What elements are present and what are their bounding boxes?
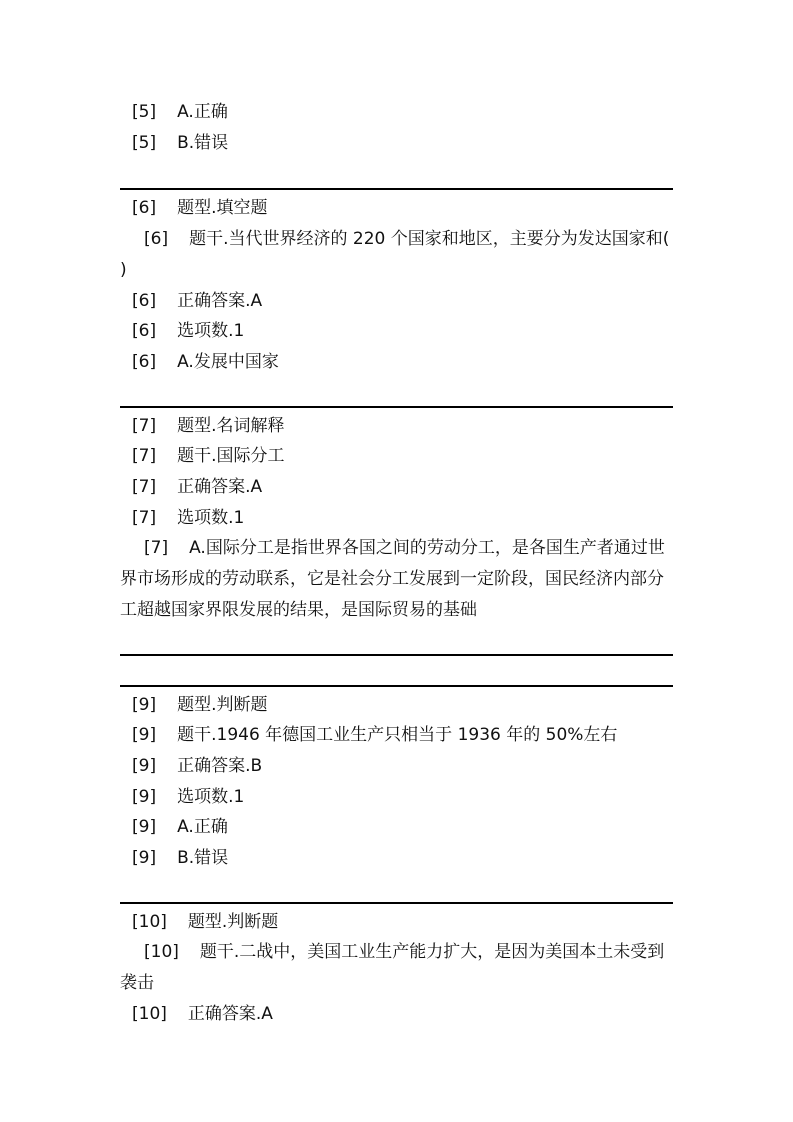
line-text: 题型.名词解释: [177, 415, 285, 436]
line-text: 题型.判断题: [177, 694, 268, 715]
option-line: [120, 533, 673, 625]
option-line: [120, 812, 673, 843]
line-text: 正确答案.A: [177, 477, 263, 498]
question-block-10: [120, 907, 673, 1030]
line-text: A.正确: [177, 102, 228, 122]
question-number: [10]: [144, 942, 179, 963]
question-block-9: [120, 690, 673, 874]
line-text: A.国际分工是指世界各国之间的劳动分工，是各国生产者通过世界市场形成的劳动联系，它是社会分工发展到一定阶段，国民经济内部分工超越国家界限发展的结果，是国际贸易的基础: [120, 538, 665, 620]
answer-line: [120, 999, 673, 1030]
question-number: [7]: [132, 446, 157, 467]
question-stem-line: [120, 224, 673, 285]
line-text: 正确答案.A: [177, 290, 263, 311]
answer-line: [120, 751, 673, 782]
question-number: [6]: [132, 290, 157, 311]
question-number: [9]: [132, 755, 157, 776]
section-divider: [120, 188, 673, 190]
question-number: [7]: [132, 507, 157, 528]
question-stem-line: [120, 441, 673, 472]
section-divider: [120, 902, 673, 904]
question-type-line: [120, 690, 673, 721]
option-line: [120, 97, 673, 128]
question-block-7: [120, 411, 673, 626]
question-number: [5]: [132, 102, 157, 122]
question-number: [10]: [132, 911, 167, 932]
option-line: [120, 843, 673, 874]
line-text: 正确答案.B: [177, 755, 263, 776]
section-divider: [120, 685, 673, 687]
question-number: [7]: [132, 477, 157, 498]
line-text: A.发展中国家: [177, 351, 279, 372]
line-text: 题干.二战中，美国工业生产能力扩大，是因为美国本土未受到袭击: [120, 942, 665, 994]
question-number: [9]: [132, 725, 157, 746]
question-number: [6]: [132, 198, 157, 219]
line-text: 题干.国际分工: [177, 446, 285, 467]
line-text: 正确答案.A: [187, 1003, 273, 1024]
answer-line: [120, 472, 673, 503]
document-page: [120, 97, 673, 1030]
line-text: 题型.填空题: [177, 198, 268, 219]
question-block-6: [120, 193, 673, 377]
question-number: [10]: [132, 1003, 167, 1024]
option-line: [120, 128, 673, 159]
question-number: [9]: [132, 786, 157, 807]
line-text: 题干.1946 年德国工业生产只相当于 1936 年的 50%左右: [177, 725, 618, 746]
question-block-5: [120, 97, 673, 158]
line-text: 选项数.1: [177, 786, 245, 807]
question-number: [7]: [144, 538, 169, 559]
question-number: [5]: [132, 132, 157, 153]
option-count-line: [120, 503, 673, 534]
section-divider: [120, 654, 673, 656]
question-number: [6]: [132, 351, 157, 372]
option-line: [120, 347, 673, 378]
option-count-line: [120, 316, 673, 347]
question-number: [7]: [132, 415, 157, 436]
line-text: 题型.判断题: [187, 911, 279, 932]
line-text: B.错误: [177, 848, 229, 869]
question-type-line: [120, 193, 673, 224]
line-text: 选项数.1: [177, 507, 245, 528]
question-number: [6]: [144, 229, 169, 250]
question-stem-line: [120, 720, 673, 751]
line-text: A.正确: [177, 817, 228, 838]
answer-line: [120, 286, 673, 317]
line-text: B.错误: [177, 132, 229, 153]
question-number: [9]: [132, 848, 157, 869]
question-type-line: [120, 907, 673, 938]
question-number: [6]: [132, 321, 157, 342]
line-text: 选项数.1: [177, 321, 245, 342]
section-divider: [120, 406, 673, 408]
line-text: 题干.当代世界经济的 220 个国家和地区，主要分为发达国家和( ): [120, 229, 670, 280]
question-stem-line: [120, 937, 673, 998]
question-type-line: [120, 411, 673, 442]
question-number: [9]: [132, 694, 157, 715]
option-count-line: [120, 782, 673, 813]
question-number: [9]: [132, 817, 157, 838]
